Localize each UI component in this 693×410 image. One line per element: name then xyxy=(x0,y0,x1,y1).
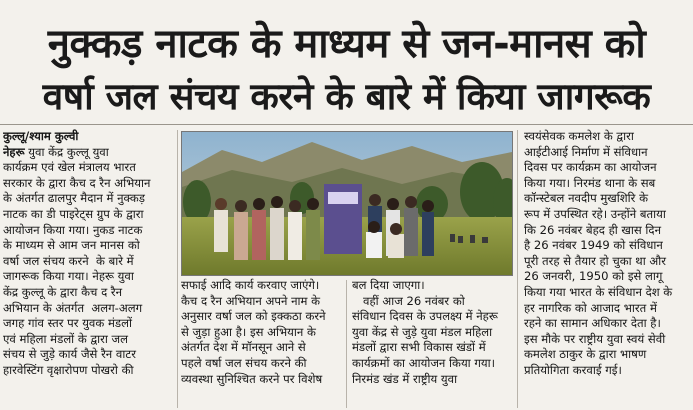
text-line: युवा केंद्र से जुड़े युवा मंडल महिला xyxy=(352,324,493,339)
text-line: व्यवस्था सुनिश्चित करने पर विशेष xyxy=(181,371,323,386)
text-line: हर नागरिक को आजाद भारत में xyxy=(524,300,657,315)
text-line: कार्यक्रमों का आयोजन किया गया। xyxy=(352,355,496,370)
text-line: जगह गांव स्तर पर युवक मंडलों xyxy=(3,316,132,331)
text-line: प्रतियोगिता करवाई गई। xyxy=(524,362,622,377)
text-line: मंडलों द्वारा सभी विकास खंडों में xyxy=(352,340,486,355)
text-line: अनुसार वर्षा जल को इक्कठा करने xyxy=(181,309,326,324)
article-column-4 xyxy=(524,129,690,409)
headline-line-1: नुक्कड़ नाटक के माध्यम से जन-मानस को xyxy=(47,21,646,67)
text-line: कमलेश ठाकुर के द्वारा भाषण xyxy=(524,347,647,362)
headline-line-2: वर्षा जल संचय करने के बारे में किया जागरूक xyxy=(42,75,651,118)
article-column-3 xyxy=(352,278,514,408)
column-divider xyxy=(346,280,347,408)
column-divider xyxy=(517,130,518,408)
text-line: किया गया। निरमंड थाना के सब xyxy=(524,175,656,190)
column-3-text xyxy=(352,278,514,387)
column-1-text xyxy=(3,145,175,379)
text-line: संविधान दिवस के उपलक्ष्य में नेहरू xyxy=(352,309,498,324)
text-line: अभियान के अंतर्गत अलग-अलग xyxy=(3,300,143,315)
text-line: 26 जनवरी, 1950 को इसे लागू xyxy=(524,269,663,284)
text-line: नाटक का डी पाइरेट्स ग्रुप के द्वारा xyxy=(3,206,144,221)
group-photo-illustration xyxy=(182,132,512,275)
text-line: आईटीआई निर्माण में संविधान xyxy=(524,144,648,159)
text-line: युवा केंद्र कुल्लू युवा xyxy=(24,144,109,159)
text-line: कॉन्स्टेबल नवदीप मुखशिरि के xyxy=(524,191,649,206)
text-line: वर्षा जल संचय करने के बारे में xyxy=(3,253,134,268)
text-line: कैच द रैन अभियान अपने नाम के xyxy=(181,293,321,308)
text-line: रहने का सामान अधिकार देता है। xyxy=(524,316,661,331)
text-line: जागरूक किया गया। नेहरू युवा xyxy=(3,269,134,284)
text-line: कि 26 नवंबर बेहद ही खास दिन xyxy=(524,222,662,237)
column-2-text xyxy=(181,278,343,387)
text-line: बल दिया जाएगा। xyxy=(352,278,425,292)
text-line: सरकार के द्वारा कैच द रैन अभियान xyxy=(3,175,151,190)
byline: कुल्लू/श्याम कुल्वी xyxy=(3,129,79,143)
text-line: रूप में उपस्थित रहे। उन्होंने बताया xyxy=(524,206,666,221)
text-line: के अंतर्गत ढालपुर मैदान में नुक्कड़ xyxy=(3,191,145,206)
lead-word: नेहरू xyxy=(3,144,25,159)
text-line: पूरी तरह से तैयार हो चुका था और xyxy=(524,253,666,268)
text-line: इस मौके पर राष्ट्रीय युवा स्वयं सेवी xyxy=(524,331,666,346)
article-column-2 xyxy=(181,278,343,408)
text-line: है 26 नवंबर 1949 को संविधान xyxy=(524,238,663,253)
article-column-1 xyxy=(3,129,175,409)
text-line: संचय से जुड़े कार्य जैसे रैन वाटर xyxy=(3,347,136,362)
text-line: आयोजन किया गया। नुकड नाटक xyxy=(3,222,143,237)
text-line: निरमंड खंड में राष्ट्रीय युवा xyxy=(352,371,458,386)
text-line: एवं महिला मंडलों के द्वारा जल xyxy=(3,331,129,346)
text-line: अंतर्गत देश में मॉनसून आने से xyxy=(181,340,306,355)
text-line: से जुड़ा हुआ है। इस अभियान के xyxy=(181,324,316,339)
text-line: सफाई आदि कार्य करवाए जाएंगे। xyxy=(181,278,320,292)
text-line: किया गया भारत के संविधान देश के xyxy=(524,284,673,299)
text-line: कार्यक्रम एवं खेल मंत्रालय भारत xyxy=(3,160,136,175)
headline-divider xyxy=(0,124,693,125)
text-line: दिवस पर कार्यक्रम का आयोजन xyxy=(524,160,657,175)
text-line: केंद्र कुल्लू के द्वारा कैच द रैन xyxy=(3,284,123,299)
text-line: स्वयंसेवक कमलेश के द्वारा xyxy=(524,129,634,143)
text-line: पहले वर्षा जल संचय करने की xyxy=(181,355,307,370)
column-divider xyxy=(177,130,178,408)
text-line: हारवेस्टिंग वृक्षारोपण पोखरो की xyxy=(3,362,134,377)
text-line: वहीं आज 26 नवंबर को xyxy=(352,293,465,308)
text-line: के माध्यम से आम जन मानस को xyxy=(3,238,140,253)
column-4-text xyxy=(524,129,690,379)
news-photo xyxy=(181,131,513,276)
